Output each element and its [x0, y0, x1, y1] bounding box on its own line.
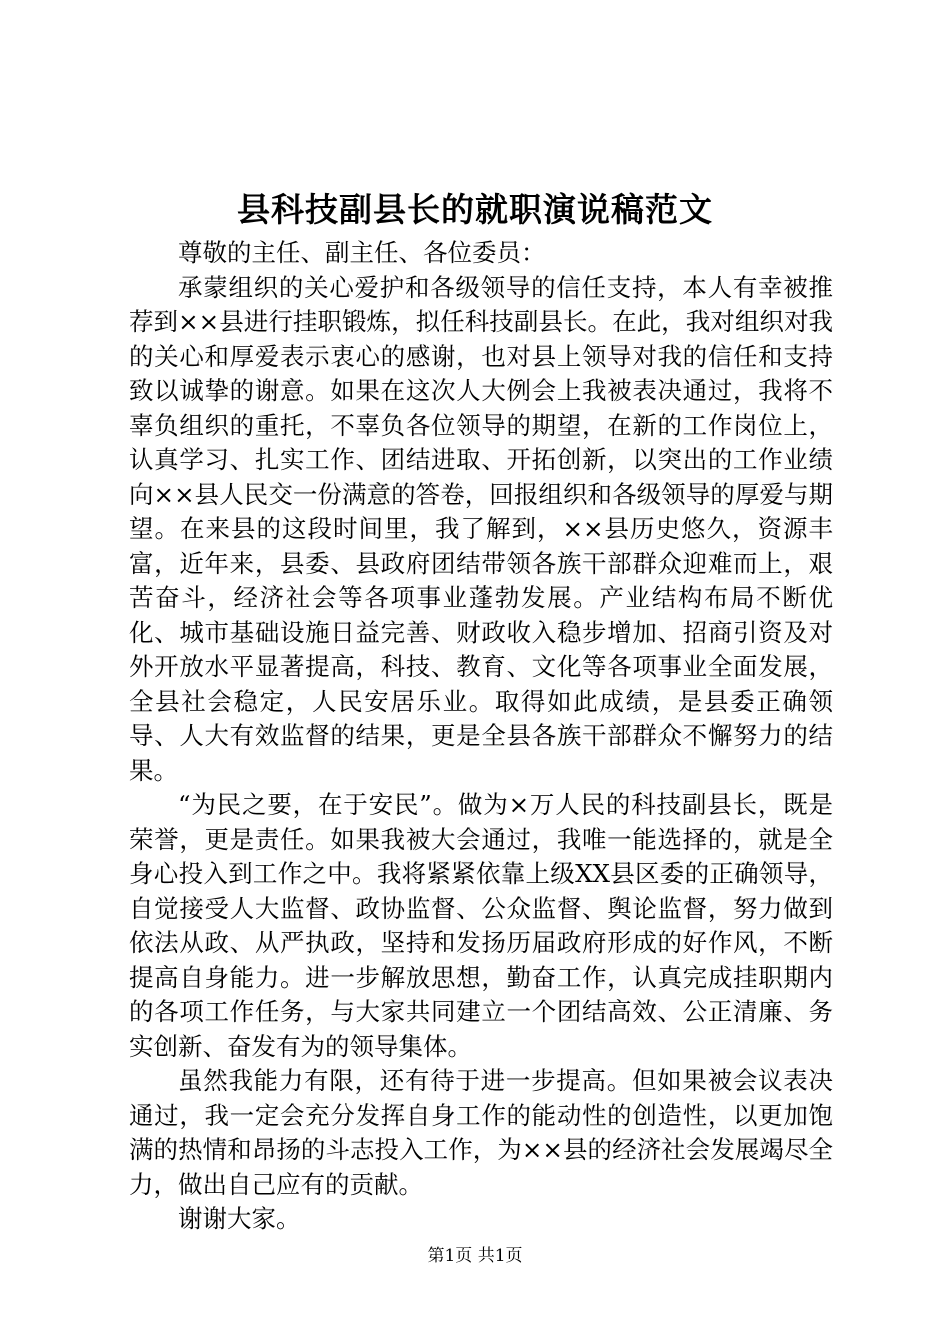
paragraph-1: 承蒙组织的关心爱护和各级领导的信任支持，本人有幸被推荐到××县进行挂职锻炼，拟任科技副县长。在此，我对组织对我的关心和厚爱表示衷心的感谢，也对县上领导对我的信任和支持致以诚挚的谢意。如果在这次人大例会上我被表决通过，我将不辜负组织的重托，不辜负各位领导的期望，在新的工作岗位上，认真学习、扎实工作、团结进取、开拓创新，以突出的工作业绩向××县人民交一份满意的答卷，回报组织和各级领导的厚爱与期望。在来县的这段时间里，我了解到，××县历史悠久，资源丰富，近年来，县委、县政府团结带领各族干部群众迎难而上，艰苦奋斗，经济社会等各项事业蓬勃发展。产业结构布局不断优化、城市基础设施日益完善、财政收入稳步增加、招商引资及对外开放水平显著提高，科技、教育、文化等各项事业全面发展，全县社会稳定，人民安居乐业。取得如此成绩，是县委正确领导、人大有效监督的结果，更是全县各族干部群众不懈努力的结果。: [129, 272, 833, 785]
closing-line: 谢谢大家。: [178, 1204, 301, 1233]
paragraph-2: “为民之要，在于安民”。做为×万人民的科技副县长，既是荣誉，更是责任。如果我被大会通过，我唯一能选择的，就是全身心投入到工作之中。我将紧紧依靠上级XX县区委的正确领导，自觉接受人大监督、政协监督、公众监督、舆论监督，努力做到依法从政、从严执政，坚持和发扬历届政府形成的好作风，不断提高自身能力。进一步解放思想，勤奋工作，认真完成挂职期内的各项工作任务，与大家共同建立一个团结高效、公正清廉、务实创新、奋发有为的领导集体。: [129, 790, 833, 1061]
paragraph-3: 虽然我能力有限，还有待于进一步提高。但如果被会议表决通过，我一定会充分发挥自身工作的能动性的创造性，以更加饱满的热情和昂扬的斗志投入工作，为××县的经济社会发展竭尽全力，做出自己应有的贡献。: [129, 1066, 833, 1199]
document-title: 县科技副县长的就职演说稿范文: [237, 190, 713, 229]
salutation: 尊敬的主任、副主任、各位委员：: [178, 238, 546, 267]
page-number-footer: 第1页 共1页: [427, 1246, 523, 1266]
document-body: [129, 236, 833, 1237]
